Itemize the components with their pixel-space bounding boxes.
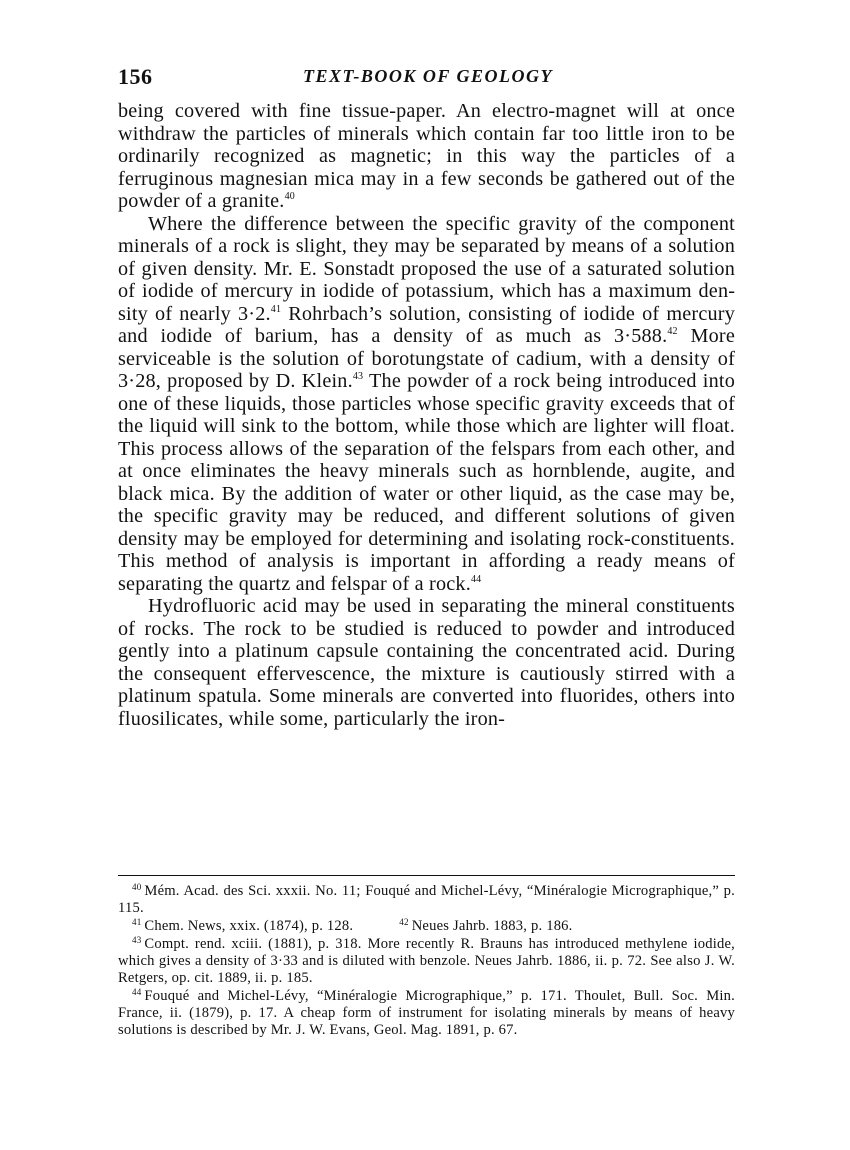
paragraph-3: Hydrofluoric acid may be used in separating the mineral constituents of rocks. The rock to be studied is reduced to powder and introduced gently into a platinum capsule containing the concentrated acid. During the consequent effervescence, the mixture is cautiously stirred with a platinum spatula. Some minerals are converted into fluorides, others into fluosilicates, while some, particularly the iron- xyxy=(118,595,735,730)
footnote-text: Chem. News, xxix. (1874), p. 128. xyxy=(144,918,354,934)
paragraph-1-text: being covered with fine tissue-paper. An electro-magnet will at once withdraw the particles of minerals which contain far too little iron to be ordinarily recognized as magnetic; in this way the particles of a ferruginous magnesian mica may in a few seconds be gathered out of the powder of a granite. xyxy=(118,100,735,212)
footnote-text: Neues Jahrb. 1883, p. 186. xyxy=(411,918,573,934)
page-number: 156 xyxy=(118,64,153,89)
footnote-43 xyxy=(118,936,735,987)
footnote-number: 40 xyxy=(132,882,142,892)
footnote-text: Fouqué and Michel-Lévy, “Minéralogie Micrographique,” p. 171. Thoulet, Bull. Soc. Min. France, ii. (1879), p. 17. A cheap form of instrument for isolating minerals by means of heavy solutions is described by Mr. J. W. Evans, Geol. Mag. 1891, p. 67. xyxy=(118,988,735,1038)
footnote-text: Compt. rend. xciii. (1881), p. 318. More recently R. Brauns has introduced methylene iodide, which gives a density of 3·33 and is diluted with benzole. Neues Jahrb. 1886, ii. p. 72. See also J. W. Retgers, op. cit. 1889, ii. p. 185. xyxy=(118,936,735,986)
footnotes xyxy=(118,883,735,1040)
body-text xyxy=(118,100,735,730)
footnote-40 xyxy=(118,883,735,917)
footnote-number: 44 xyxy=(132,987,142,997)
paragraph-2-text-a: Where the difference between the specific gravity of the component minerals of a rock is slight, they may be separated by means of a solution of given density. Mr. E. Sonstadt proposed the use of a saturated solution of iodide of mercury in iodide of potassium, which has a maximum density of nearly 3·2. xyxy=(118,212,735,325)
footnote-ref-41: 41 xyxy=(270,303,282,315)
paragraph-2-text-b: Rohrbach’s solution, consisting of iodide of mercury and iodide of barium, has a density of as much as 3·588. xyxy=(118,302,736,347)
paragraph-2 xyxy=(118,213,735,596)
footnote-44 xyxy=(118,988,735,1039)
footnote-divider xyxy=(118,875,735,876)
footnote-41-42 xyxy=(118,918,735,935)
paragraph-1 xyxy=(118,100,735,213)
footnote-ref-43: 43 xyxy=(352,371,364,382)
paragraph-2-text-c: More serviceable is the solution of borotungstate of cadium, with a density of 3·28, proposed by D. Klein. xyxy=(118,325,735,392)
footnote-number: 43 xyxy=(132,935,142,945)
footnote-number: 41 xyxy=(132,917,142,927)
footnote-ref-40: 40 xyxy=(284,191,295,202)
footnote-ref-44: 44 xyxy=(470,573,482,585)
footnote-ref-42: 42 xyxy=(667,326,678,337)
footnote-text: Mém. Acad. des Sci. xxxii. No. 11; Fouqué and Michel-Lévy, “Minéralogie Micrographique,” p. 115. xyxy=(118,883,735,916)
paragraph-2-text-d: The powder of a rock being introduced into one of these liquids, those particles whose specific gravity exceeds that of the liquid will sink to the bottom, while those which are lighter will float. This process allows of the separation of the felspars from each other, and at once eliminates the heavy minerals such as hornblende, augite, and black mica. By the addition of water or other liquid, as the case may be, the specific gravity may be reduced, and different solutions of given density may be employed for determining and isolating rock-constituents. This method of analysis is important in affording a ready means of separating the quartz and felspar of a rock. xyxy=(118,370,735,595)
footnote-number: 42 xyxy=(399,917,409,927)
running-title: TEXT-BOOK OF GEOLOGY xyxy=(302,66,554,86)
page-header xyxy=(118,64,738,90)
